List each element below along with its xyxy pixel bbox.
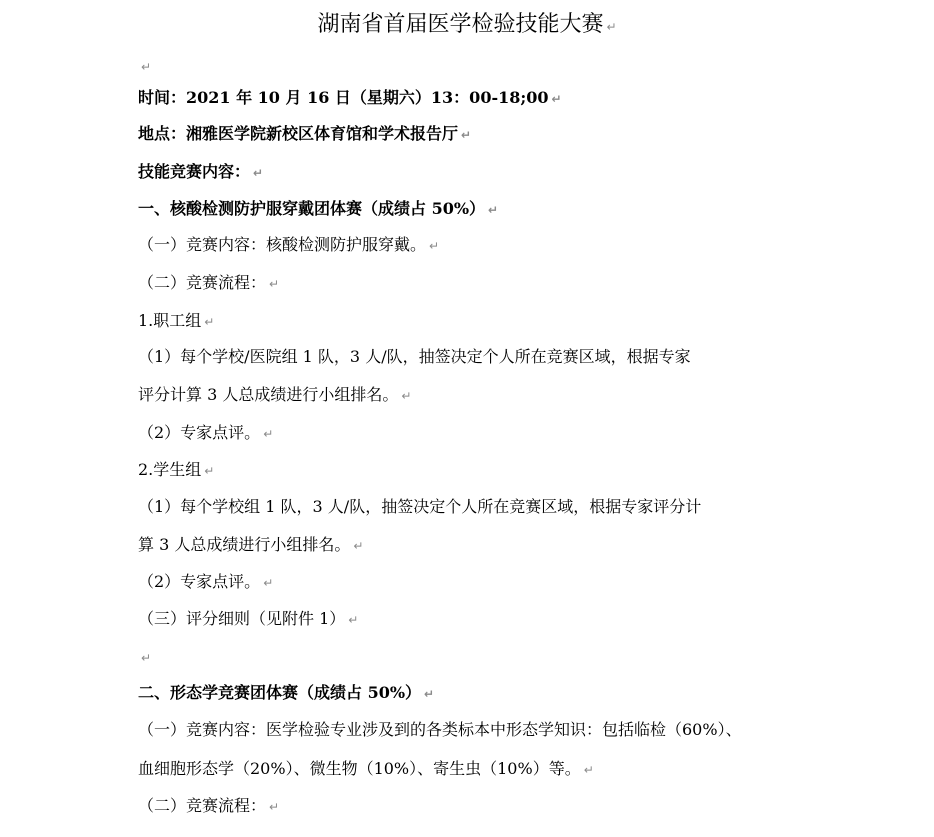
doc-line-blank (138, 54, 918, 79)
doc-line: 算 3 人总成绩进行小组排名。 ↵ (138, 535, 364, 554)
paragraph-mark-icon: ↵ (141, 60, 152, 74)
doc-line-location: 地点：湘雅医学院新校区体育馆和学术报告厅 ↵ (138, 124, 472, 143)
paragraph-mark-icon: ↵ (488, 203, 499, 217)
paragraph-mark-icon: ↵ (429, 239, 440, 253)
document-title (0, 10, 934, 42)
doc-line: （一）竞赛内容：核酸检测防护服穿戴。 ↵ (138, 235, 440, 254)
paragraph-mark-icon: ↵ (204, 315, 215, 329)
paragraph-mark-icon: ↵ (263, 427, 274, 441)
doc-line-time: 时间：2021 年 10 月 16 日（星期六）13：00-18;00 ↵ (138, 88, 562, 107)
doc-line: 评分计算 3 人总成绩进行小组排名。 ↵ (138, 385, 412, 404)
paragraph-mark-icon: ↵ (606, 20, 617, 34)
doc-line: （1）每个学校组 1 队，3 人/队，抽签决定个人所在竞赛区域，根据专家评分计 (138, 497, 702, 516)
doc-line: 1.职工组 ↵ (138, 311, 215, 330)
paragraph-mark-icon: ↵ (263, 576, 274, 590)
doc-line: 2.学生组 ↵ (138, 460, 215, 479)
paragraph-mark-icon: ↵ (424, 687, 435, 701)
doc-line: （二）竞赛流程： ↵ (138, 796, 280, 815)
title-text: 湖南省首届医学检验技能大赛 (317, 12, 604, 37)
doc-line: （2）专家点评。 ↵ (138, 572, 274, 591)
paragraph-mark-icon: ↵ (141, 651, 152, 665)
doc-line: （二）竞赛流程： ↵ (138, 273, 280, 292)
doc-line: （2）专家点评。 ↵ (138, 423, 274, 442)
paragraph-mark-icon: ↵ (353, 539, 364, 553)
paragraph-mark-icon: ↵ (204, 464, 215, 478)
doc-line: （一）竞赛内容：医学检验专业涉及到的各类标本中形态学知识：包括临检（60%）、 (138, 720, 742, 739)
doc-line-blank (138, 645, 918, 670)
doc-heading-section-1: 一、核酸检测防护服穿戴团体赛（成绩占 50%） ↵ (138, 199, 499, 218)
paragraph-mark-icon: ↵ (401, 389, 412, 403)
paragraph-mark-icon: ↵ (269, 277, 280, 291)
paragraph-mark-icon: ↵ (461, 128, 472, 142)
doc-line: （1）每个学校/医院组 1 队，3 人/队，抽签决定个人所在竞赛区域，根据专家 (138, 347, 691, 366)
paragraph-mark-icon: ↵ (348, 613, 359, 627)
paragraph-mark-icon: ↵ (583, 763, 594, 777)
doc-heading-section-2: 二、形态学竞赛团体赛（成绩占 50%） ↵ (138, 683, 435, 702)
doc-line: （三）评分细则（见附件 1） ↵ (138, 609, 359, 628)
paragraph-mark-icon: ↵ (551, 92, 562, 106)
paragraph-mark-icon: ↵ (253, 166, 264, 180)
doc-line: 血细胞形态学（20%）、微生物（10%）、寄生虫（10%）等。 ↵ (138, 759, 594, 778)
doc-line-contents: 技能竞赛内容： ↵ (138, 162, 264, 181)
paragraph-mark-icon: ↵ (269, 800, 280, 814)
